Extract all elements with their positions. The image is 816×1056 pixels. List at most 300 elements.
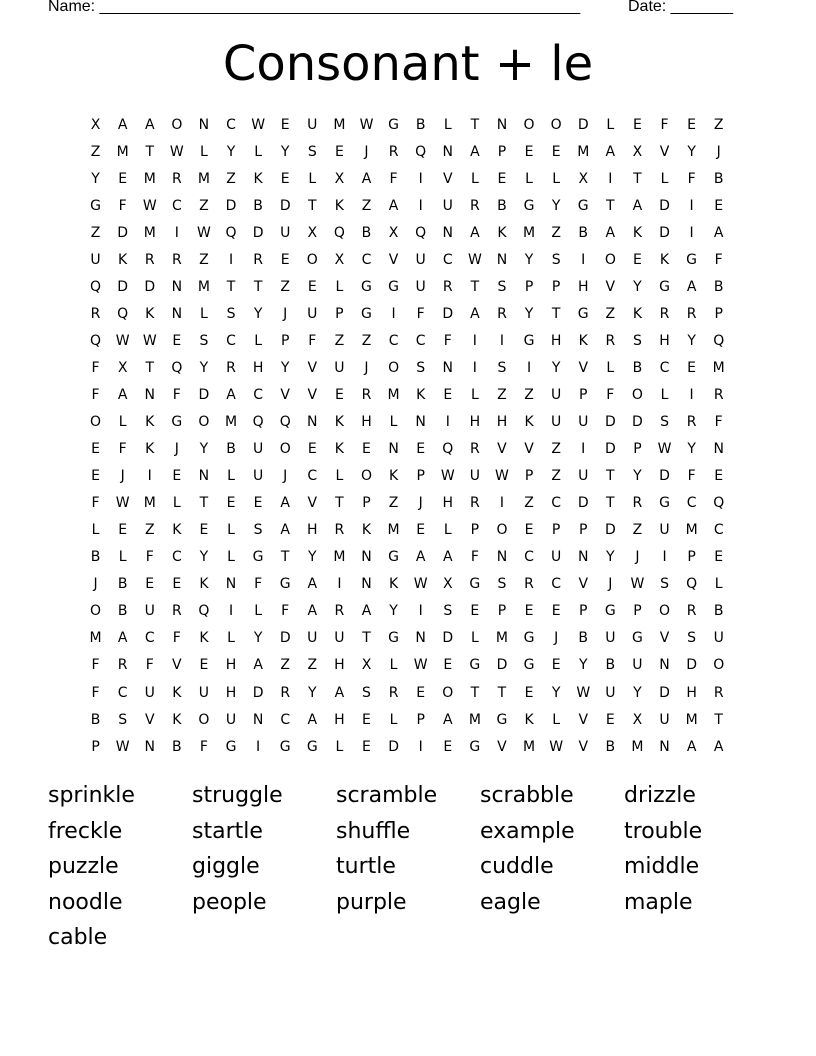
- grid-letter: O: [388, 359, 400, 376]
- grid-letter: I: [662, 549, 667, 566]
- grid-letter: V: [497, 441, 507, 458]
- grid-letter: V: [497, 738, 507, 755]
- grid-letter: B: [172, 738, 182, 755]
- grid-letter: K: [334, 414, 344, 431]
- grid-letter: N: [361, 576, 372, 593]
- grid-letter: A: [605, 224, 616, 241]
- grid-letter: B: [415, 116, 426, 133]
- grid-letter: U: [415, 251, 426, 268]
- grid-letter: F: [687, 170, 696, 187]
- grid-letter: U: [469, 468, 480, 485]
- grid-letter: P: [497, 143, 507, 160]
- grid-letter: E: [172, 332, 182, 349]
- grid-letter: E: [362, 711, 371, 728]
- grid-letter: P: [497, 603, 507, 620]
- grid-letter: D: [577, 116, 589, 133]
- grid-letter: B: [90, 711, 101, 728]
- grid-letter: A: [307, 603, 318, 620]
- grid-letter: I: [337, 576, 342, 593]
- grid-letter: M: [523, 738, 536, 755]
- grid-letter: K: [172, 711, 182, 728]
- grid-letter: P: [280, 332, 290, 349]
- grid-letter: Z: [199, 197, 209, 214]
- grid-letter: A: [632, 197, 643, 214]
- grid-letter: Y: [524, 305, 534, 322]
- grid-letter: Y: [578, 657, 588, 674]
- grid-letter: E: [253, 495, 263, 512]
- grid-letter: Y: [687, 441, 696, 458]
- grid-letter: L: [335, 468, 344, 485]
- grid-letter: E: [687, 359, 697, 376]
- grid-letter: C: [442, 251, 453, 268]
- grid-letter: N: [577, 549, 589, 566]
- grid-letter: E: [605, 711, 615, 728]
- grid-letter: F: [118, 441, 127, 458]
- grid-letter: C: [253, 386, 263, 403]
- grid-letter: M: [577, 143, 590, 160]
- grid-letter: M: [89, 630, 102, 647]
- grid-letter: Y: [253, 630, 263, 647]
- grid-letter: L: [254, 332, 263, 349]
- grid-letter: J: [174, 441, 179, 458]
- grid-letter: G: [604, 603, 616, 620]
- grid-letter: R: [334, 603, 345, 620]
- grid-letter: M: [712, 359, 725, 376]
- grid-letter: K: [524, 711, 534, 728]
- grid-letter: C: [117, 684, 128, 701]
- grid-letter: R: [469, 197, 480, 214]
- grid-letter: H: [334, 711, 345, 728]
- grid-letter: D: [604, 522, 616, 539]
- grid-letter: R: [659, 305, 670, 322]
- grid-letter: B: [713, 603, 724, 620]
- grid-letter: T: [335, 495, 344, 512]
- grid-letter: P: [633, 441, 642, 458]
- grid-letter: V: [578, 738, 589, 755]
- grid-letter: Y: [91, 170, 100, 187]
- grid-letter: J: [93, 576, 98, 593]
- grid-letter: H: [577, 278, 589, 295]
- grid-letter: H: [225, 684, 237, 701]
- grid-letter: E: [280, 251, 290, 268]
- grid-letter: Z: [388, 495, 399, 512]
- grid-letter: B: [497, 197, 507, 214]
- grid-letter: T: [470, 278, 480, 295]
- grid-letter: A: [470, 143, 480, 160]
- grid-letter: F: [443, 332, 452, 349]
- grid-letter: X: [117, 359, 128, 376]
- grid-letter: C: [144, 630, 155, 647]
- grid-letter: V: [659, 143, 670, 160]
- grid-letter: Y: [633, 278, 642, 295]
- grid-letter: F: [91, 495, 100, 512]
- grid-letter: Y: [551, 684, 561, 701]
- grid-letter: M: [197, 278, 210, 295]
- grid-letter: L: [118, 414, 127, 431]
- grid-letter: L: [254, 143, 263, 160]
- grid-letter: D: [117, 278, 129, 295]
- grid-letter: I: [147, 468, 152, 485]
- grid-letter: G: [361, 278, 372, 295]
- grid-letter: Q: [333, 224, 345, 241]
- grid-letter: V: [524, 441, 534, 458]
- grid-letter: F: [118, 197, 127, 214]
- grid-letter: O: [171, 116, 183, 133]
- grid-letter: P: [633, 603, 642, 620]
- grid-letter: Y: [226, 143, 236, 160]
- grid-letter: E: [524, 684, 534, 701]
- grid-letter: G: [659, 495, 670, 512]
- grid-letter: N: [442, 359, 453, 376]
- grid-letter: T: [362, 630, 371, 647]
- grid-letter: W: [142, 332, 157, 349]
- grid-letter: A: [117, 630, 128, 647]
- grid-letter: N: [496, 549, 508, 566]
- grid-letter: F: [254, 576, 263, 593]
- grid-letter: K: [172, 522, 182, 539]
- grid-letter: K: [361, 522, 372, 539]
- grid-letter: C: [686, 495, 697, 512]
- grid-letter: S: [497, 359, 507, 376]
- grid-letter: F: [416, 305, 425, 322]
- grid-letter: A: [117, 116, 128, 133]
- grid-letter: N: [198, 116, 210, 133]
- grid-letter: I: [689, 386, 694, 403]
- grid-letter: P: [579, 603, 588, 620]
- grid-letter: J: [283, 468, 288, 485]
- grid-letter: G: [469, 576, 481, 593]
- grid-letter: Y: [687, 143, 696, 160]
- grid-letter: R: [117, 657, 128, 674]
- grid-letter: L: [335, 278, 344, 295]
- grid-letter: X: [632, 711, 643, 728]
- grid-letter: F: [145, 657, 154, 674]
- grid-letter: P: [524, 468, 534, 485]
- grid-letter: D: [659, 224, 670, 241]
- grid-letter: E: [524, 522, 534, 539]
- grid-letter: L: [200, 143, 208, 160]
- grid-letter: E: [443, 386, 453, 403]
- grid-letter: E: [416, 441, 426, 458]
- grid-letter: G: [225, 738, 237, 755]
- grid-letter: E: [443, 738, 453, 755]
- grid-letter: Y: [280, 143, 290, 160]
- grid-letter: Z: [713, 116, 724, 133]
- grid-letter: G: [469, 657, 481, 674]
- grid-letter: J: [716, 143, 721, 160]
- grid-letter: L: [606, 116, 615, 133]
- grid-letter: G: [523, 657, 535, 674]
- word-bank-item: scramble: [336, 783, 438, 808]
- grid-letter: N: [496, 116, 508, 133]
- grid-letter: K: [524, 414, 534, 431]
- grid-letter: V: [578, 711, 589, 728]
- grid-letter: T: [253, 278, 263, 295]
- grid-letter: A: [307, 576, 318, 593]
- grid-letter: Q: [686, 576, 698, 593]
- grid-letter: C: [171, 197, 182, 214]
- grid-letter: M: [116, 143, 129, 160]
- grid-letter: L: [118, 549, 127, 566]
- grid-letter: O: [523, 116, 535, 133]
- grid-letter: G: [279, 738, 291, 755]
- grid-letter: B: [117, 576, 128, 593]
- grid-letter: S: [199, 332, 209, 349]
- grid-letter: D: [686, 657, 697, 674]
- grid-letter: F: [714, 414, 723, 431]
- grid-letter: U: [280, 224, 291, 241]
- grid-letter: V: [442, 170, 453, 187]
- grid-letter: E: [362, 441, 371, 458]
- grid-letter: Z: [524, 386, 534, 403]
- grid-letter: G: [361, 305, 372, 322]
- grid-letter: H: [496, 414, 508, 431]
- grid-letter: U: [551, 386, 562, 403]
- grid-letter: Q: [90, 278, 102, 295]
- grid-letter: L: [227, 549, 235, 566]
- grid-letter: D: [388, 738, 399, 755]
- grid-letter: S: [118, 711, 128, 728]
- grid-letter: B: [713, 170, 724, 187]
- grid-letter: O: [90, 603, 102, 620]
- grid-letter: N: [307, 414, 318, 431]
- grid-letter: L: [172, 495, 181, 512]
- grid-letter: E: [145, 576, 155, 593]
- grid-letter: A: [280, 495, 290, 512]
- grid-letter: U: [578, 468, 589, 485]
- grid-letter: C: [307, 468, 318, 485]
- grid-letter: U: [713, 630, 724, 647]
- grid-letter: Q: [415, 224, 427, 241]
- grid-letter: M: [387, 386, 400, 403]
- grid-letter: E: [416, 522, 426, 539]
- grid-letter: Z: [361, 197, 372, 214]
- grid-letter: N: [442, 143, 453, 160]
- grid-letter: I: [228, 603, 234, 620]
- grid-letter: Z: [144, 522, 155, 539]
- grid-letter: J: [283, 305, 288, 322]
- grid-letter: R: [280, 684, 291, 701]
- grid-letter: R: [713, 684, 724, 701]
- grid-letter: Y: [389, 603, 398, 620]
- grid-letter: U: [334, 630, 345, 647]
- grid-letter: I: [499, 332, 505, 349]
- grid-letter: P: [91, 738, 100, 755]
- grid-letter: U: [659, 711, 670, 728]
- grid-letter: Q: [415, 143, 427, 160]
- grid-letter: X: [90, 116, 101, 133]
- grid-letter: M: [495, 630, 508, 647]
- grid-letter: W: [576, 684, 591, 701]
- grid-letter: K: [199, 630, 209, 647]
- grid-letter: C: [551, 495, 562, 512]
- grid-letter: B: [605, 657, 616, 674]
- grid-letter: R: [144, 251, 155, 268]
- grid-letter: I: [445, 414, 450, 431]
- grid-letter: K: [145, 414, 155, 431]
- grid-letter: I: [689, 197, 694, 214]
- grid-letter: D: [117, 224, 129, 241]
- grid-letter: R: [524, 576, 534, 593]
- grid-letter: O: [279, 441, 291, 458]
- grid-letter: L: [200, 305, 208, 322]
- grid-letter: V: [172, 657, 182, 674]
- grid-letter: E: [199, 522, 209, 539]
- grid-letter: C: [388, 332, 399, 349]
- grid-letter: O: [90, 414, 102, 431]
- grid-letter: W: [440, 468, 455, 485]
- grid-letter: M: [143, 495, 156, 512]
- grid-letter: O: [496, 522, 508, 539]
- grid-letter: F: [308, 332, 317, 349]
- grid-letter: Y: [551, 359, 561, 376]
- grid-letter: G: [523, 197, 535, 214]
- grid-letter: K: [145, 441, 155, 458]
- grid-letter: M: [468, 711, 481, 728]
- grid-letter: L: [227, 630, 235, 647]
- grid-letter: P: [579, 386, 588, 403]
- grid-letter: E: [497, 170, 507, 187]
- grid-letter: I: [689, 224, 694, 241]
- grid-letter: P: [335, 305, 344, 322]
- grid-letter: U: [307, 630, 318, 647]
- grid-letter: R: [171, 251, 182, 268]
- grid-letter: E: [280, 170, 290, 187]
- grid-letter: B: [361, 224, 372, 241]
- grid-letter: N: [252, 711, 264, 728]
- word-bank-item: giggle: [192, 854, 260, 880]
- grid-letter: F: [687, 468, 696, 485]
- grid-letter: P: [551, 278, 561, 295]
- grid-letter: I: [256, 738, 261, 755]
- grid-letter: L: [470, 386, 479, 403]
- grid-letter: R: [469, 441, 480, 458]
- grid-letter: D: [279, 630, 291, 647]
- grid-letter: E: [687, 116, 697, 133]
- word-bank-item: turtle: [336, 854, 396, 880]
- grid-letter: F: [389, 170, 398, 187]
- grid-letter: U: [334, 359, 345, 376]
- grid-letter: C: [226, 116, 236, 133]
- grid-letter: L: [443, 522, 452, 539]
- grid-letter: B: [632, 359, 643, 376]
- grid-letter: Y: [606, 549, 615, 566]
- grid-letter: R: [226, 359, 236, 376]
- grid-letter: H: [334, 657, 345, 674]
- grid-letter: Z: [361, 332, 372, 349]
- grid-letter: N: [415, 630, 426, 647]
- grid-letter: W: [197, 224, 211, 241]
- grid-letter: A: [686, 738, 697, 755]
- grid-letter: A: [415, 549, 426, 566]
- grid-letter: N: [171, 305, 183, 322]
- grid-letter: G: [171, 414, 183, 431]
- grid-letter: A: [117, 386, 128, 403]
- grid-letter: D: [442, 630, 454, 647]
- grid-letter: F: [91, 359, 100, 376]
- grid-letter: U: [605, 684, 616, 701]
- grid-letter: C: [171, 549, 182, 566]
- grid-letter: M: [197, 170, 210, 187]
- grid-letter: E: [307, 278, 317, 295]
- grid-letter: I: [499, 495, 505, 512]
- grid-letter: U: [307, 116, 318, 133]
- grid-letter: O: [604, 251, 616, 268]
- grid-letter: V: [144, 711, 155, 728]
- grid-letter: G: [388, 278, 399, 295]
- grid-letter: H: [469, 414, 481, 431]
- grid-letter: K: [388, 468, 399, 485]
- grid-letter: E: [551, 657, 561, 674]
- name-field-label: Name: ______________________________________________________: [48, 0, 581, 15]
- grid-letter: E: [443, 657, 453, 674]
- grid-letter: V: [307, 359, 318, 376]
- grid-letter: W: [251, 116, 266, 133]
- grid-letter: Z: [334, 332, 345, 349]
- grid-letter: H: [225, 657, 237, 674]
- grid-letter: F: [199, 738, 208, 755]
- grid-letter: W: [657, 441, 672, 458]
- grid-letter: S: [443, 603, 453, 620]
- grid-letter: U: [605, 630, 616, 647]
- grid-letter: V: [307, 495, 318, 512]
- grid-letter: S: [660, 414, 669, 431]
- grid-letter: C: [226, 332, 236, 349]
- word-bank-item: maple: [624, 889, 693, 915]
- grid-letter: L: [308, 170, 317, 187]
- grid-letter: J: [608, 576, 613, 593]
- grid-letter: L: [227, 522, 235, 539]
- grid-letter: I: [581, 441, 586, 458]
- grid-letter: G: [686, 251, 698, 268]
- grid-letter: R: [388, 143, 399, 160]
- grid-letter: Q: [252, 414, 264, 431]
- grid-letter: F: [660, 116, 669, 133]
- grid-letter: E: [307, 441, 317, 458]
- word-bank: [48, 778, 768, 956]
- grid-letter: L: [254, 603, 263, 620]
- grid-letter: N: [496, 251, 508, 268]
- grid-letter: X: [334, 170, 345, 187]
- grid-letter: B: [90, 549, 101, 566]
- grid-letter: G: [252, 549, 264, 566]
- grid-letter: W: [630, 576, 645, 593]
- grid-letter: N: [388, 441, 399, 458]
- grid-letter: E: [524, 143, 534, 160]
- grid-letter: M: [143, 224, 156, 241]
- grid-letter: S: [632, 332, 642, 349]
- grid-letter: K: [632, 305, 643, 322]
- grid-letter: U: [252, 441, 264, 458]
- grid-letter: O: [198, 711, 210, 728]
- grid-letter: K: [659, 251, 670, 268]
- grid-letter: F: [606, 386, 615, 403]
- grid-letter: V: [578, 359, 589, 376]
- grid-letter: O: [360, 468, 372, 485]
- grid-letter: N: [144, 386, 155, 403]
- grid-letter: S: [551, 251, 561, 268]
- grid-letter: Y: [687, 332, 696, 349]
- grid-letter: X: [334, 251, 345, 268]
- grid-letter: Y: [280, 359, 290, 376]
- grid-letter: R: [497, 305, 507, 322]
- grid-letter: N: [198, 468, 210, 485]
- grid-letter: H: [307, 522, 318, 539]
- grid-letter: K: [172, 684, 182, 701]
- grid-letter: J: [364, 359, 369, 376]
- grid-letter: R: [605, 332, 616, 349]
- grid-letter: R: [442, 278, 453, 295]
